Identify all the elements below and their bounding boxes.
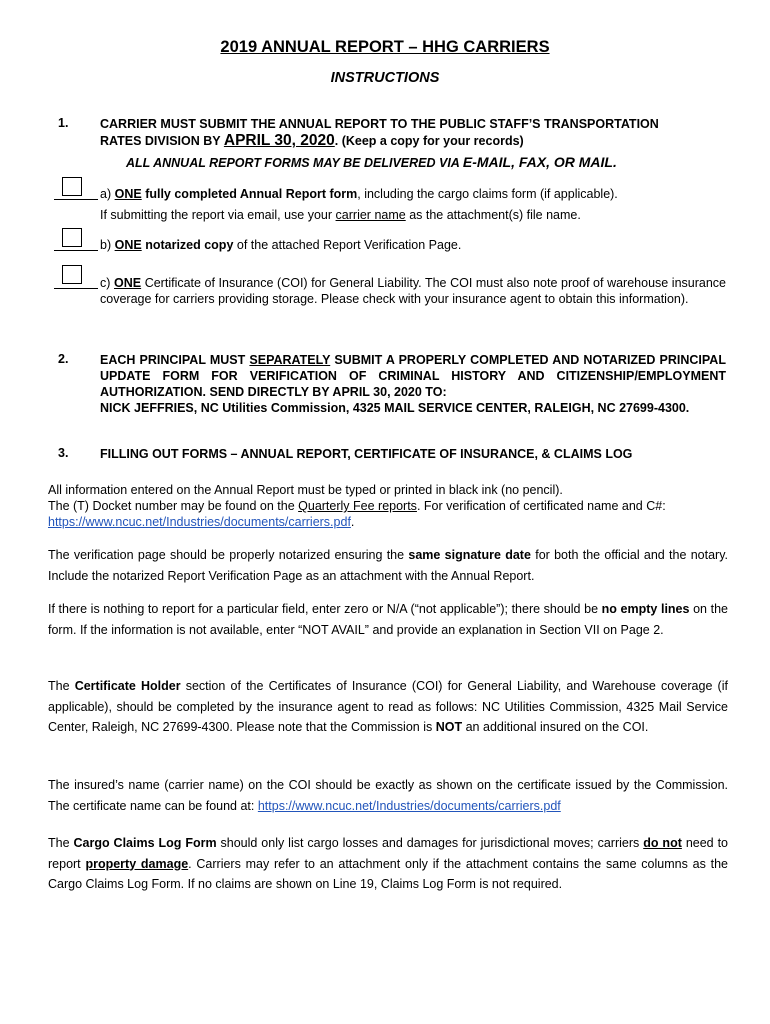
section-1-deadline-prefix: RATES DIVISION BY <box>100 134 221 148</box>
item-a-prefix: a) <box>100 187 112 201</box>
item-b <box>100 237 461 253</box>
paragraph-2-rest: for both the official and the notary. Include the notarized Report Verification Page as an attachment with the Annual Report. <box>48 548 728 583</box>
paragraph-1-prefix: The (T) Docket number may be found on the <box>48 499 295 513</box>
item-b-bold: notarized copy <box>145 238 234 252</box>
paragraph-1-suffix: . For verification of certificated name and C#: <box>416 499 666 513</box>
paragraph-4 <box>48 676 728 738</box>
section-1-deadline-suffix: . (Keep a copy for your records) <box>334 134 524 148</box>
carriers-pdf-link[interactable]: https://www.ncuc.net/Industries/documents/carriers.pdf <box>48 515 351 529</box>
paragraph-4-mid: section of the Certificates of Insurance (COI) for General Liability, and Warehouse coverage (if applicable), should be completed by the insurance agent to read as follows: NC Utilities Commission, 4325 Mail Service Center, Raleigh, NC 27699-4300. Please note that the Commission is <box>48 679 728 734</box>
quarterly-fee-reports-link[interactable]: Quarterly Fee reports <box>298 499 417 513</box>
page-subtitle: INSTRUCTIONS <box>330 70 440 86</box>
item-b-rest: of the attached Report Verification Page. <box>236 238 462 252</box>
blank-line-item-a <box>54 199 98 200</box>
paragraph-6-mid2: need to report <box>48 836 728 871</box>
paragraph-4-prefix: The <box>48 679 70 693</box>
item-c-one: ONE <box>114 276 142 290</box>
section-2-rest: SUBMIT A PROPERLY COMPLETED AND NOTARIZED PRINCIPAL UPDATE FORM FOR VERIFICATION OF CRIMINAL HISTORY AND CITIZENSHIP/EMPLOYMENT AUTHORIZATION. SEND DIRECTLY BY APRIL 30, 2020 TO: <box>100 353 726 399</box>
checkbox-item-c[interactable] <box>62 265 82 284</box>
paragraph-6-end: . Carriers may refer to an attachment only if the attachment contains the same columns as the Cargo Claims Log Form. If no claims are shown on Line 19, Claims Log Form is not required. <box>48 856 728 891</box>
paragraph-3-prefix: If there is nothing to report for a particular field, enter zero or N/A (“not applicable”); there should be <box>48 602 599 616</box>
item-c-prefix: c) <box>100 276 111 290</box>
section-2-text <box>100 352 726 416</box>
paragraph-4-not: NOT <box>435 720 463 734</box>
page-title: 2019 ANNUAL REPORT – HHG CARRIERS <box>220 38 550 56</box>
paragraph-4-end: an additional insured on the COI. <box>465 720 649 734</box>
paragraph-1 <box>48 482 728 530</box>
delivery-note <box>126 154 617 170</box>
paragraph-6-prefix: The <box>48 836 70 850</box>
item-a-one: ONE <box>114 187 142 201</box>
item-a <box>100 186 618 223</box>
paragraph-3-rest: on the form. If the information is not available, enter “NOT AVAIL” and provide an explanation in Section VII on Page 2. <box>48 602 728 637</box>
paragraph-2-prefix: The verification page should be properly notarized ensuring the <box>48 548 405 562</box>
paragraph-6 <box>48 833 728 895</box>
paragraph-3 <box>48 599 728 640</box>
paragraph-1-line-3 <box>48 514 728 530</box>
cargo-claims-log-term: Cargo Claims Log Form <box>73 836 217 850</box>
paragraph-1-line-2 <box>48 498 728 514</box>
item-a-line2-suffix: as the attachment(s) file name. <box>409 208 581 222</box>
section-3-number: 3. <box>58 446 69 460</box>
paragraph-5-text: The insured’s name (carrier name) on the COI should be exactly as shown on the certificate issued by the Commission. The certificate name can be found at: <box>48 778 728 813</box>
section-2-prefix: EACH PRINCIPAL MUST <box>100 353 246 367</box>
paragraph-2 <box>48 545 728 586</box>
section-1-line-1: CARRIER MUST SUBMIT THE ANNUAL REPORT TO THE PUBLIC STAFF’S TRANSPORTATION <box>100 117 659 131</box>
item-a-rest: , including the cargo claims form (if applicable). <box>357 187 618 201</box>
paragraph-2-bold: same signature date <box>408 548 531 562</box>
deadline-date: APRIL 30, 2020 <box>223 132 335 149</box>
section-2-number: 2. <box>58 352 69 366</box>
item-b-prefix: b) <box>100 238 112 252</box>
item-a-bold: fully completed Annual Report form <box>145 187 358 201</box>
paragraph-6-mid: should only list cargo losses and damages for jurisdictional moves; carriers <box>220 836 640 850</box>
section-2-address: NICK JEFFRIES, NC Utilities Commission, 4325 MAIL SERVICE CENTER, RALEIGH, NC 27699-4300. <box>100 401 690 415</box>
blank-line-item-b <box>54 250 98 251</box>
section-1-text <box>100 116 726 149</box>
item-b-one: ONE <box>114 238 142 252</box>
section-3-heading: FILLING OUT FORMS – ANNUAL REPORT, CERTIFICATE OF INSURANCE, & CLAIMS LOG <box>100 447 633 461</box>
paragraph-5 <box>48 775 728 816</box>
delivery-modes: E-MAIL, FAX, OR MAIL. <box>462 154 617 170</box>
delivery-prefix: ALL ANNUAL REPORT FORMS MAY BE DELIVERED VIA <box>126 156 460 170</box>
section-2-separately: SEPARATELY <box>249 353 331 367</box>
paragraph-6-do-not: do not <box>643 836 682 850</box>
carriers-pdf-link-2[interactable]: https://www.ncuc.net/Industries/documents/carriers.pdf <box>257 798 561 813</box>
item-a-line2-prefix: If submitting the report via email, use your <box>100 208 333 222</box>
carrier-name-term: carrier name <box>335 208 406 222</box>
item-a-line-1 <box>100 186 618 202</box>
item-c <box>100 275 726 307</box>
paragraph-1-end: . <box>350 515 355 529</box>
paragraph-3-bold: no empty lines <box>601 602 690 616</box>
item-b-line <box>100 237 461 253</box>
item-a-line-2 <box>100 207 618 223</box>
property-damage-term: property damage <box>85 856 189 871</box>
checkbox-item-b[interactable] <box>62 228 82 247</box>
section-2-body <box>100 352 726 400</box>
item-c-text: Certificate of Insurance (COI) for General Liability. The COI must also note proof of warehouse insurance coverage for carriers providing storage. Please check with your insurance agent to obtain this information). <box>100 276 726 306</box>
section-1-number: 1. <box>58 116 69 130</box>
certificate-holder-term: Certificate Holder <box>74 679 181 693</box>
blank-line-item-c <box>54 288 98 289</box>
paragraph-1-line-1: All information entered on the Annual Report must be typed or printed in black ink (no pencil). <box>48 483 563 497</box>
checkbox-item-a[interactable] <box>62 177 82 196</box>
section-1-line-2 <box>100 133 726 149</box>
